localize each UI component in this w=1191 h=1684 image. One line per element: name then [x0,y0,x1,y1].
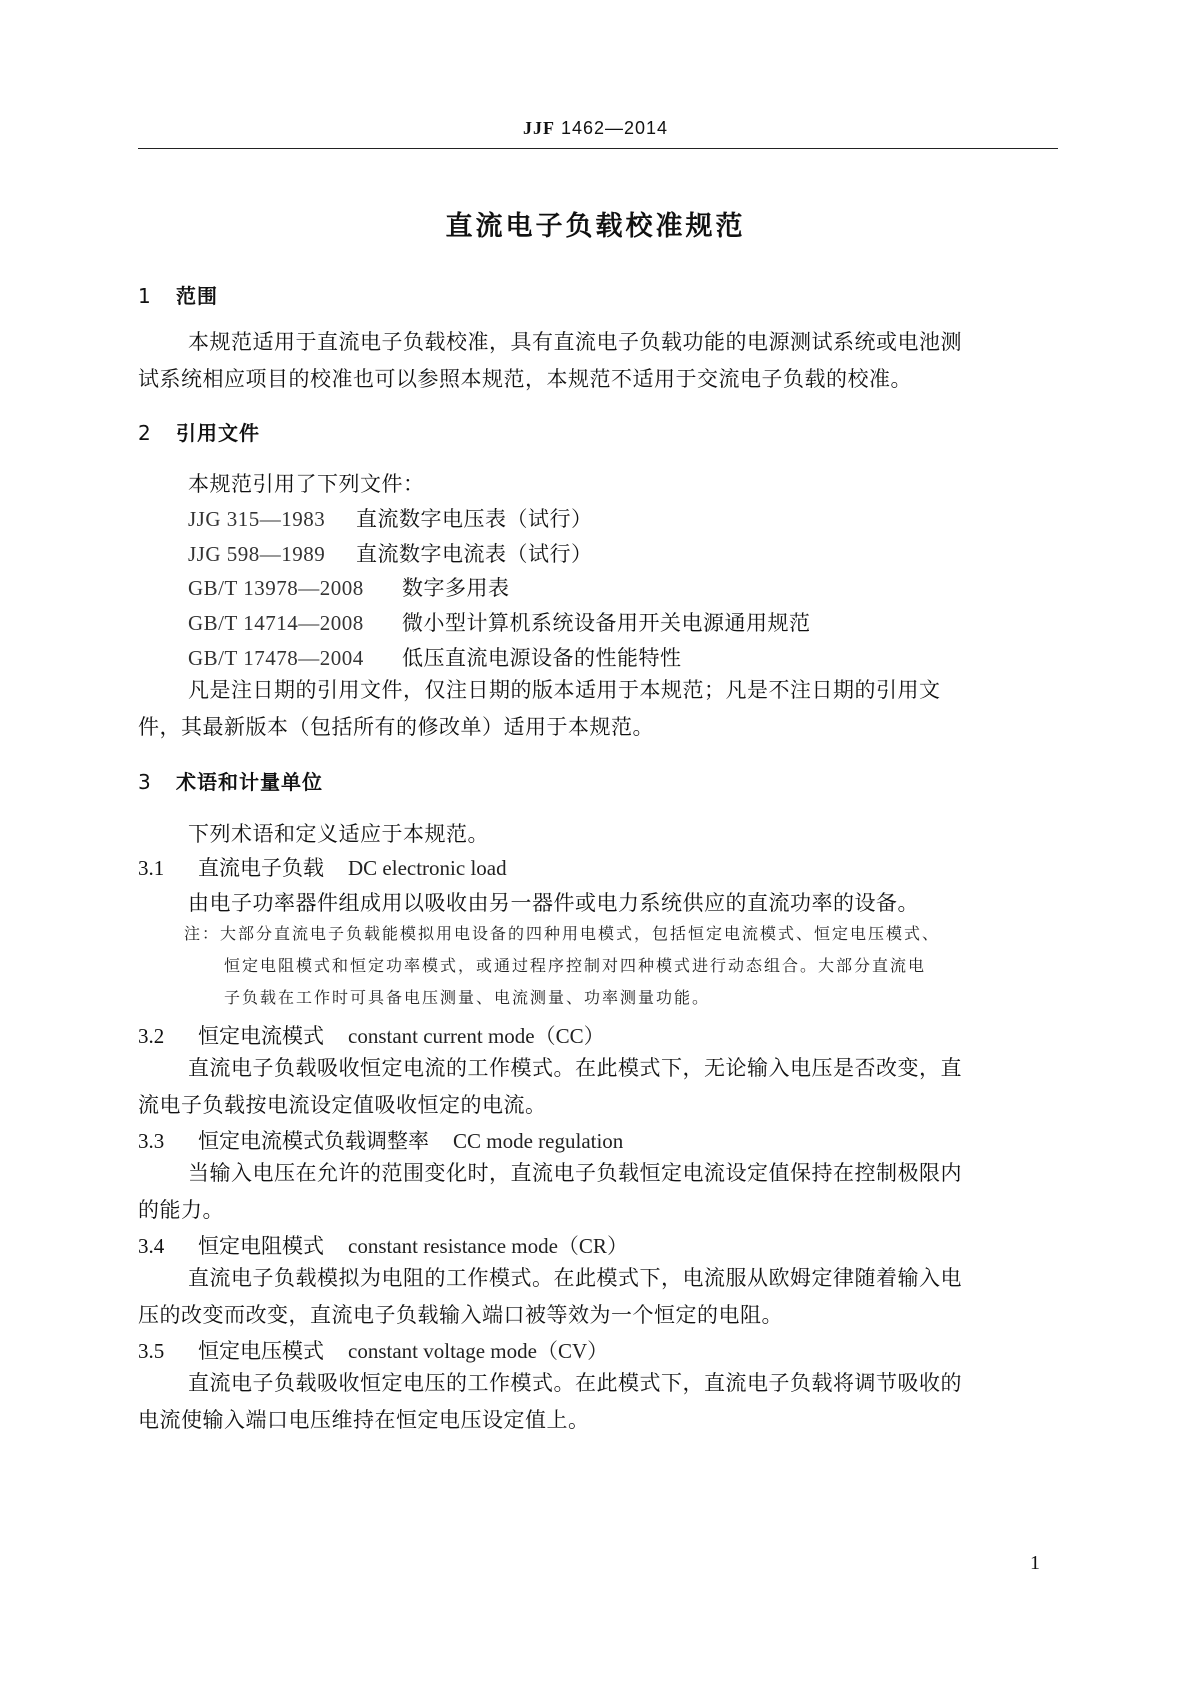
term-3-2 [138,1020,605,1050]
section-1-paragraph [138,324,1058,398]
paragraph-line: 流电子负载按电流设定值吸收恒定的电流。 [138,1093,547,1117]
term-definition [138,1365,1058,1439]
term-english: DC electronic load [348,856,507,880]
note-line: 恒定电阻模式和恒定功率模式，或通过程序控制对四种模式进行动态组合。大部分直流电 [224,956,927,975]
references-intro: 本规范引用了下列文件： [188,472,425,496]
reference-item [188,642,682,672]
reference-code: JJG 315—1983 [188,507,326,531]
reference-item [188,572,510,602]
term-english: constant current mode（CC） [348,1024,605,1048]
paragraph-line: 本规范适用于直流电子负载校准，具有直流电子负载功能的电源测试系统或电池测 [188,330,962,354]
header-code-number: 1462—2014 [560,118,669,138]
reference-code: JJG 598—1989 [188,542,326,566]
section-2-heading [138,417,260,446]
header-code-prefix: JJF [522,118,555,138]
term-definition [138,1260,1058,1334]
paragraph-line: 电流使输入端口电压维持在恒定电压设定值上。 [138,1408,590,1432]
paragraph-line: 当输入电压在允许的范围变化时，直流电子负载恒定电流设定值保持在控制极限内 [188,1161,962,1185]
section-title: 范围 [176,284,218,308]
term-chinese: 恒定电阻模式 [198,1234,324,1258]
reference-code: GB/T 13978—2008 [188,576,364,600]
paragraph-line: 凡是注日期的引用文件，仅注日期的版本适用于本规范；凡是不注日期的引用文 [188,678,941,702]
term-number: 3.3 [138,1129,165,1153]
section-1-heading [138,280,218,309]
term-number: 3.5 [138,1339,165,1363]
reference-title: 直流数字电压表（试行） [356,507,593,531]
paragraph-line: 压的改变而改变，直流电子负载输入端口被等效为一个恒定的电阻。 [138,1303,783,1327]
term-3-4 [138,1230,628,1260]
running-header [0,118,1191,139]
paragraph-line: 件，其最新版本（包括所有的修改单）适用于本规范。 [138,715,654,739]
term-definition: 由电子功率器件组成用以吸收由另一器件或电力系统供应的直流功率的设备。 [188,891,919,915]
term-definition [138,1050,1058,1124]
reference-code: GB/T 14714—2008 [188,611,364,635]
section-title: 引用文件 [176,421,260,445]
reference-item [188,607,811,637]
paragraph-line: 的能力。 [138,1198,224,1222]
reference-title: 直流数字电流表（试行） [356,542,593,566]
page-number: 1 [1030,1552,1040,1574]
term-english: constant voltage mode（CV） [348,1339,609,1363]
reference-title: 低压直流电源设备的性能特性 [402,646,682,670]
paragraph-line: 直流电子负载吸收恒定电流的工作模式。在此模式下，无论输入电压是否改变，直 [188,1056,962,1080]
term-number: 3.2 [138,1024,165,1048]
term-english: constant resistance mode（CR） [348,1234,628,1258]
reference-item [188,503,593,533]
document-title: 直流电子负载校准规范 [445,211,746,242]
term-number: 3.4 [138,1234,165,1258]
section-number: 2 [138,421,152,445]
section-number: 3 [138,770,152,794]
section-3-heading [138,766,323,795]
term-3-5 [138,1335,608,1365]
term-3-1 [138,852,507,882]
term-english: CC mode regulation [453,1129,624,1153]
paragraph-line: 试系统相应项目的校准也可以参照本规范，本规范不适用于交流电子负载的校准。 [138,367,912,391]
note-line: 注：大部分直流电子负载能模拟用电设备的四种用电模式，包括恒定电流模式、恒定电压模式、 [184,924,941,943]
term-number: 3.1 [138,856,165,880]
term-chinese: 直流电子负载 [198,856,324,880]
reference-title: 微小型计算机系统设备用开关电源通用规范 [402,611,811,635]
paragraph-line: 直流电子负载模拟为电阻的工作模式。在此模式下，电流服从欧姆定律随着输入电 [188,1266,962,1290]
references-closing [138,672,1058,746]
term-note [184,918,1064,1014]
section-number: 1 [138,284,152,308]
term-definition [138,1155,1058,1229]
term-chinese: 恒定电压模式 [198,1339,324,1363]
note-line: 子负载在工作时可具备电压测量、电流测量、功率测量功能。 [224,988,711,1007]
header-rule [138,148,1058,149]
terms-intro: 下列术语和定义适应于本规范。 [188,822,489,846]
reference-item [188,538,593,568]
paragraph-line: 直流电子负载吸收恒定电压的工作模式。在此模式下，直流电子负载将调节吸收的 [188,1371,962,1395]
term-3-3 [138,1125,623,1155]
term-chinese: 恒定电流模式负载调整率 [198,1129,429,1153]
reference-code: GB/T 17478—2004 [188,646,364,670]
term-chinese: 恒定电流模式 [198,1024,324,1048]
reference-title: 数字多用表 [402,576,510,600]
section-title: 术语和计量单位 [176,770,323,794]
